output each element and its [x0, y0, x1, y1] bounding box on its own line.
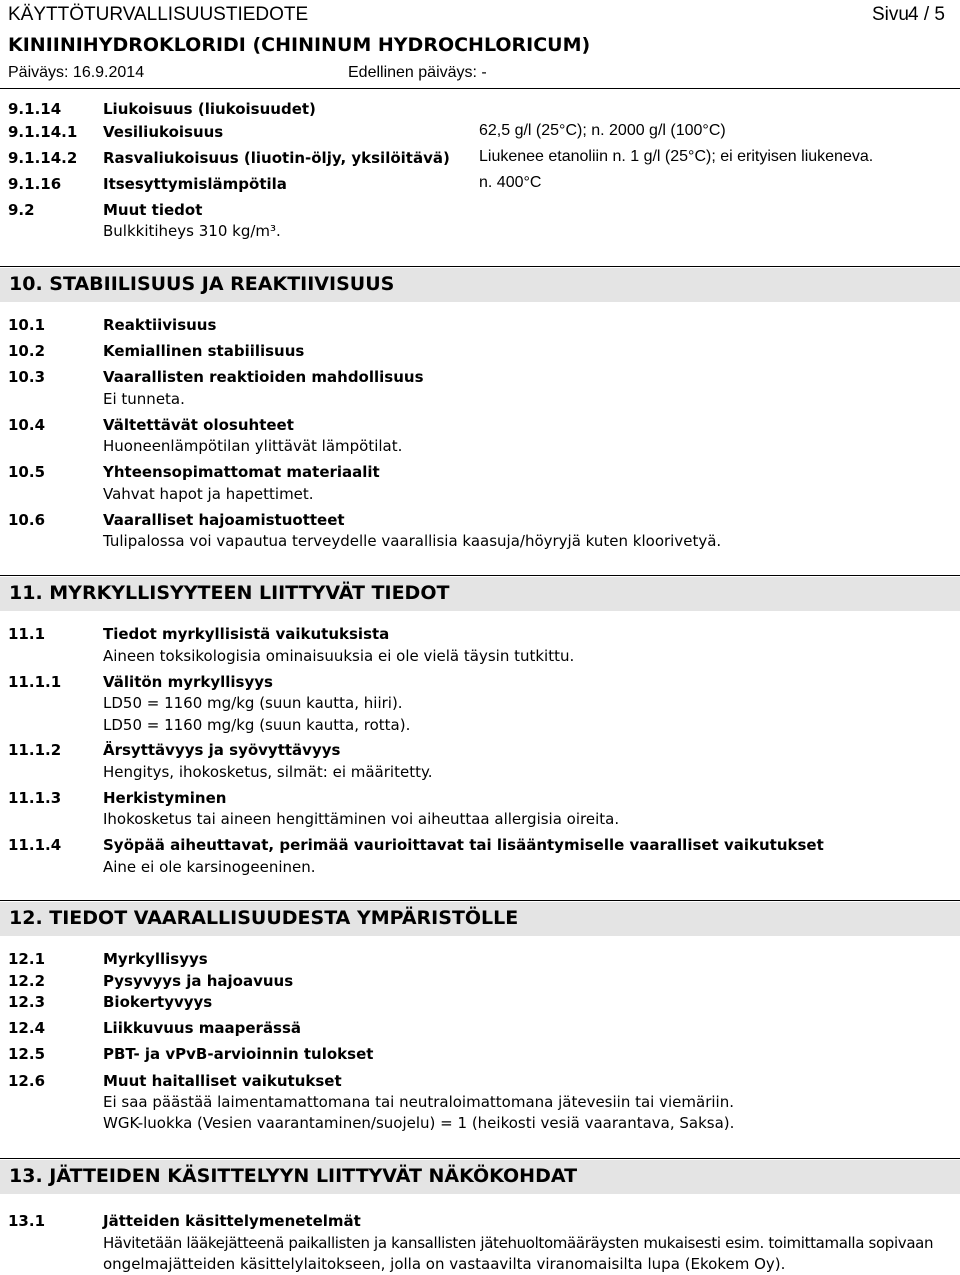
section-divider: [0, 1158, 960, 1159]
item-label: Pysyvyys ja hajoavuus: [103, 972, 294, 990]
item-text: Ei saa päästää laimentamattomana tai neutraloimattomana jätevesiin tai viemäriin.: [103, 1093, 734, 1111]
item-label: Reaktiivisuus: [103, 316, 217, 334]
item-label: Vaarallisten reaktioiden mahdollisuus: [103, 368, 424, 386]
section-title: 12. TIEDOT VAARALLISUUDESTA YMPÄRISTÖLLE: [9, 907, 519, 929]
item-number: 11.1.1: [8, 673, 62, 691]
section-title: 13. JÄTTEIDEN KÄSITTELYYN LIITTYVÄT NÄKÖKOHDAT: [9, 1165, 578, 1187]
previous-date: Edellinen päiväys: -: [348, 64, 487, 81]
item-number: 9.1.14.1: [8, 123, 78, 141]
item-number: 12.4: [8, 1019, 46, 1037]
section-divider: [0, 575, 960, 576]
item-label: Muut haitalliset vaikutukset: [103, 1072, 342, 1090]
item-value: n. 400°C: [479, 174, 542, 191]
item-label: Syöpää aiheuttavat, perimää vaurioittavat tai lisääntymiselle vaaralliset vaikutukset: [103, 836, 824, 854]
item-label: Välitön myrkyllisyys: [103, 673, 273, 691]
item-number: 12.2: [8, 972, 46, 990]
section-divider: [0, 900, 960, 901]
item-number: 10.2: [8, 342, 46, 360]
item-value: 62,5 g/l (25°C); n. 2000 g/l (100°C): [479, 122, 726, 139]
item-number: 13.1: [8, 1212, 46, 1230]
item-label: Itsesyttymislämpötila: [103, 175, 287, 193]
item-text: Ihokosketus tai aineen hengittäminen voi aiheuttaa allergisia oireita.: [103, 810, 620, 828]
item-label: Muut tiedot: [103, 201, 203, 219]
item-label: Vaaralliset hajoamistuotteet: [103, 511, 345, 529]
item-number: 9.2: [8, 201, 35, 219]
section-divider: [0, 266, 960, 267]
item-number: 9.1.16: [8, 175, 62, 193]
section-10-header: [0, 268, 960, 302]
section-12-header: [0, 902, 960, 936]
item-number: 12.1: [8, 950, 46, 968]
item-label: Biokertyvyys: [103, 993, 213, 1011]
item-number: 9.1.14.2: [8, 149, 78, 167]
item-label: PBT- ja vPvB-arvioinnin tulokset: [103, 1045, 374, 1063]
item-text: Hengitys, ihokosketus, silmät: ei määritetty.: [103, 763, 433, 781]
item-text: LD50 = 1160 mg/kg (suun kautta, hiiri).: [103, 694, 403, 712]
date: Päiväys: 16.9.2014: [8, 64, 145, 81]
item-text: WGK-luokka (Vesien vaarantaminen/suojelu) = 1 (heikosti vesiä vaarantava, Saksa).: [103, 1114, 735, 1132]
item-label: Liukoisuus (liukoisuudet): [103, 100, 316, 118]
item-label: Kemiallinen stabiilisuus: [103, 342, 305, 360]
item-number: 11.1.3: [8, 789, 62, 807]
section-title: 11. MYRKYLLISYYTEEN LIITTYVÄT TIEDOT: [9, 582, 450, 604]
item-number: 12.6: [8, 1072, 46, 1090]
item-label: Liikkuvuus maaperässä: [103, 1019, 302, 1037]
item-label: Vältettävät olosuhteet: [103, 416, 294, 434]
page-label: Sivu: [872, 4, 909, 25]
item-number: 10.4: [8, 416, 46, 434]
item-text: Huoneenlämpötilan ylittävät lämpötilat.: [103, 437, 403, 455]
item-text: Hävitetään lääkejätteenä paikallisten ja kansallisten jätehuoltomääräysten mukaisesti esim. toimittamalla sopivaan: [103, 1234, 934, 1252]
item-number: 11.1.2: [8, 741, 62, 759]
item-label: Tiedot myrkyllisistä vaikutuksista: [103, 625, 390, 643]
item-label: Jätteiden käsittelymenetelmät: [103, 1212, 361, 1230]
item-number: 10.1: [8, 316, 46, 334]
page-number: 4 / 5: [908, 4, 945, 25]
item-text: Aine ei ole karsinogeeninen.: [103, 858, 316, 876]
item-text: Tulipalossa voi vapautua terveydelle vaarallisia kaasuja/höyryjä kuten kloorivetyä.: [103, 532, 722, 550]
header-divider: [0, 88, 960, 89]
item-number: 12.5: [8, 1045, 46, 1063]
item-number: 10.3: [8, 368, 46, 386]
item-number: 11.1.4: [8, 836, 62, 854]
item-number: 11.1: [8, 625, 46, 643]
item-label: Myrkyllisyys: [103, 950, 208, 968]
item-text: Aineen toksikologisia ominaisuuksia ei ole vielä täysin tutkittu.: [103, 647, 575, 665]
item-number: 12.3: [8, 993, 46, 1011]
item-text: Ei tunneta.: [103, 390, 185, 408]
section-title: 10. STABIILISUUS JA REAKTIIVISUUS: [9, 273, 395, 295]
item-text: Vahvat hapot ja hapettimet.: [103, 485, 314, 503]
item-label: Yhteensopimattomat materiaalit: [103, 463, 380, 481]
item-text: Bulkkitiheys 310 kg/m³.: [103, 222, 281, 240]
item-label: Ärsyttävyys ja syövyttävyys: [103, 741, 341, 759]
document-type: KÄYTTÖTURVALLISUUSTIEDOTE: [8, 4, 309, 25]
section-11-header: [0, 577, 960, 611]
item-text: ongelmajätteiden käsittelylaitokseen, jolla on vastaavilta viranomaisilta lupa (Ekokem Oy).: [103, 1255, 786, 1273]
item-number: 9.1.14: [8, 100, 62, 118]
item-number: 10.5: [8, 463, 46, 481]
item-label: Herkistyminen: [103, 789, 227, 807]
item-label: Vesiliukoisuus: [103, 123, 224, 141]
item-number: 10.6: [8, 511, 46, 529]
product-title: KINIINIHYDROKLORIDI (CHININUM HYDROCHLORICUM): [8, 34, 591, 56]
item-value: Liukenee etanoliin n. 1 g/l (25°C); ei erityisen liukeneva.: [479, 148, 874, 165]
item-label: Rasvaliukoisuus (liuotin-öljy, yksilöitävä): [103, 149, 450, 167]
item-text: LD50 = 1160 mg/kg (suun kautta, rotta).: [103, 716, 411, 734]
section-13-header: [0, 1160, 960, 1194]
